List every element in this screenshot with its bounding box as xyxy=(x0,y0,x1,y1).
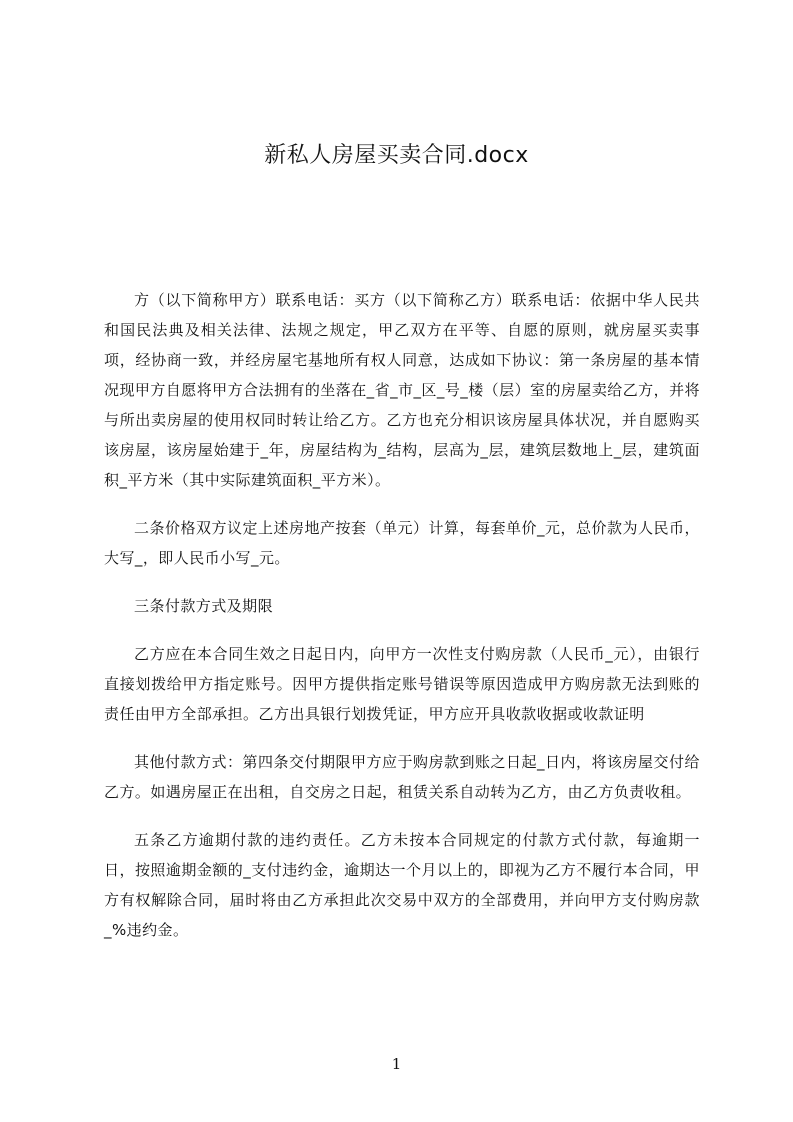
paragraph-article-five-default: 五条乙方逾期付款的违约责任。乙方未按本合同规定的付款方式付款，每逾期一日，按照逾期金额的_支付违约金，逾期达一个月以上的，即视为乙方不履行本合同，甲方有权解除合同，届时将由乙方承担此次交易中双方的全部费用，并向甲方支付购房款_%违约金。 xyxy=(104,831,700,939)
document-title: 新私人房屋买卖合同.docx xyxy=(264,143,529,168)
document-body xyxy=(104,285,700,945)
paragraph-other-payment-and-delivery: 其他付款方式：第四条交付期限甲方应于购房款到账之日起_日内，将该房屋交付给乙方。如遇房屋正在出租，自交房之日起，租赁关系自动转为乙方，由乙方负责收租。 xyxy=(104,753,700,801)
page-number: 1 xyxy=(391,1055,402,1073)
paragraph-article-two-price: 二条价格双方议定上述房地产按套（单元）计算，每套单价_元，总价款为人民币，大写_，即人民币小写_元。 xyxy=(104,519,700,567)
paragraph-parties-and-article-one: 方（以下简称甲方）联系电话：买方（以下简称乙方）联系电话：依据中华人民共和国民法典及相关法律、法规之规定，甲乙双方在平等、自愿的原则，就房屋买卖事项，经协商一致，并经房屋宅基地所有权人同意，达成如下协议：第一条房屋的基本情况现甲方自愿将甲方合法拥有的坐落在_省_市_区_号_楼（层）室的房屋卖给乙方，并将与所出卖房屋的使用权同时转让给乙方。乙方也充分相识该房屋具体状况，并自愿购买该房屋，该房屋始建于_年，房屋结构为_结构，层高为_层，建筑层数地上_层，建筑面积_平方米（其中实际建筑面积_平方米）。 xyxy=(104,291,700,489)
paragraph-article-three-heading: 三条付款方式及期限 xyxy=(134,597,274,615)
paragraph-payment-terms: 乙方应在本合同生效之日起日内，向甲方一次性支付购房款（人民币_元），由银行直接划拨给甲方指定账号。因甲方提供指定账号错误等原因造成甲方购房款无法到账的责任由甲方全部承担。乙方出具银行划拨凭证，甲方应开具收款收据或收款证明 xyxy=(104,645,700,723)
